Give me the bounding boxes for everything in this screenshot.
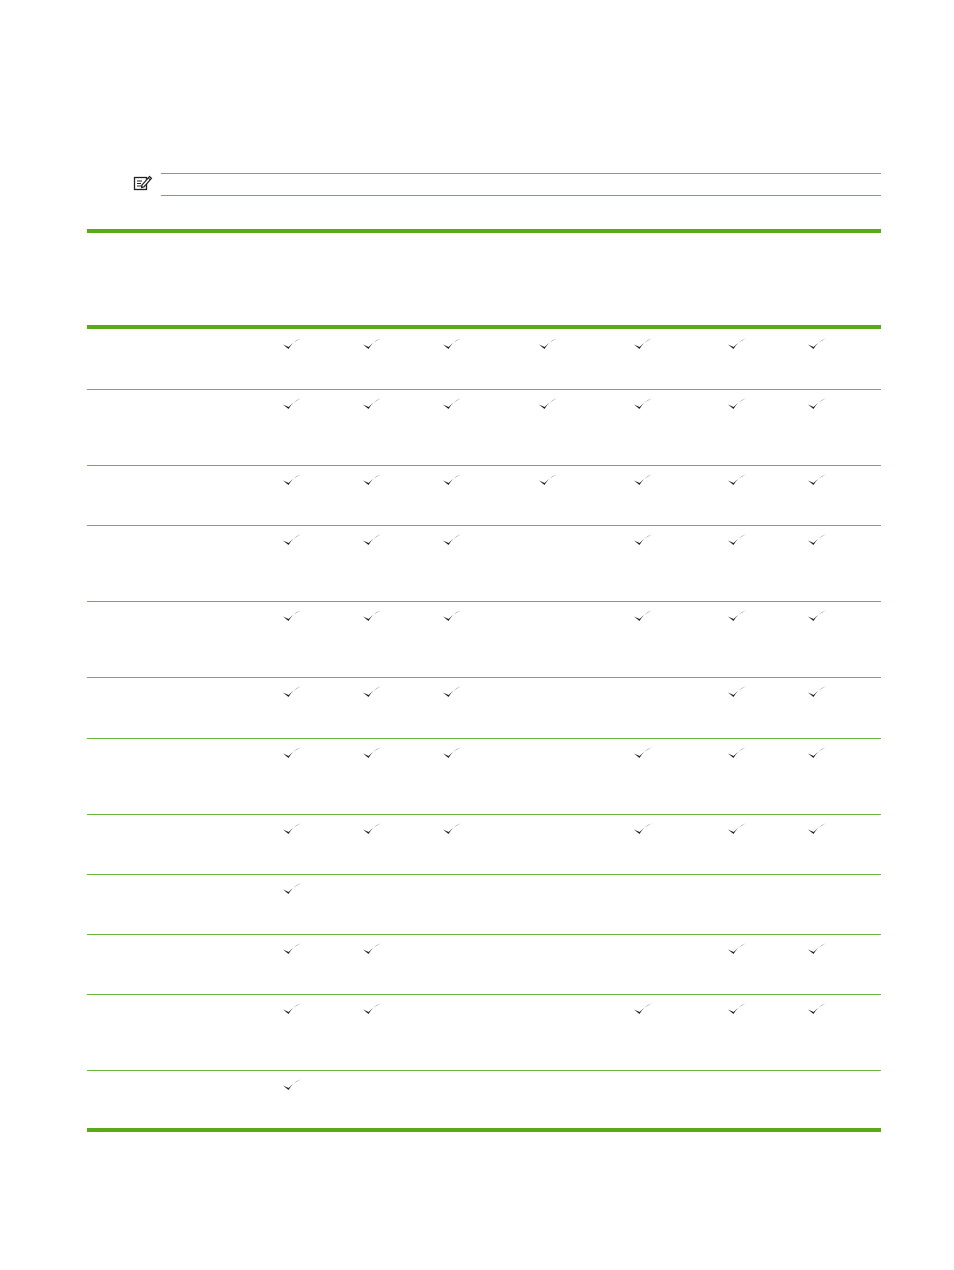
note-bottom-rule <box>161 195 881 196</box>
checkmark-icon <box>442 746 462 760</box>
table-row <box>87 934 881 994</box>
checkmark-icon <box>282 473 302 487</box>
checkmark-icon <box>282 882 302 896</box>
checkmark-icon <box>362 397 382 411</box>
checkmark-icon <box>727 609 747 623</box>
checkmark-icon <box>442 822 462 836</box>
table-row <box>87 1070 881 1128</box>
checkmark-icon <box>807 609 827 623</box>
table-top-rule <box>87 229 881 233</box>
checkmark-icon <box>727 746 747 760</box>
checkmark-icon <box>362 609 382 623</box>
table-row <box>87 465 881 525</box>
checkmark-icon <box>282 746 302 760</box>
checkmark-icon <box>633 1002 653 1016</box>
note-top-rule <box>161 173 881 174</box>
checkmark-icon <box>362 685 382 699</box>
checkmark-icon <box>538 397 558 411</box>
checkmark-icon <box>362 746 382 760</box>
table-row <box>87 874 881 934</box>
support-matrix-table <box>87 229 881 1134</box>
checkmark-icon <box>633 746 653 760</box>
checkmark-icon <box>442 473 462 487</box>
checkmark-icon <box>807 533 827 547</box>
checkmark-icon <box>282 609 302 623</box>
table-row <box>87 994 881 1070</box>
checkmark-icon <box>807 942 827 956</box>
checkmark-icon <box>362 942 382 956</box>
checkmark-icon <box>807 473 827 487</box>
checkmark-icon <box>727 473 747 487</box>
checkmark-icon <box>807 746 827 760</box>
checkmark-icon <box>807 337 827 351</box>
checkmark-icon <box>282 533 302 547</box>
checkmark-icon <box>633 533 653 547</box>
checkmark-icon <box>727 337 747 351</box>
checkmark-icon <box>282 942 302 956</box>
checkmark-icon <box>442 685 462 699</box>
checkmark-icon <box>727 685 747 699</box>
checkmark-icon <box>727 942 747 956</box>
checkmark-icon <box>282 1002 302 1016</box>
checkmark-icon <box>282 685 302 699</box>
checkmark-icon <box>442 533 462 547</box>
checkmark-icon <box>633 609 653 623</box>
checkmark-icon <box>442 397 462 411</box>
table-row <box>87 738 881 814</box>
checkmark-icon <box>362 473 382 487</box>
checkmark-icon <box>282 397 302 411</box>
checkmark-icon <box>362 533 382 547</box>
table-row <box>87 601 881 677</box>
checkmark-icon <box>727 533 747 547</box>
checkmark-icon <box>633 337 653 351</box>
checkmark-icon <box>282 822 302 836</box>
checkmark-icon <box>282 1078 302 1092</box>
checkmark-icon <box>633 822 653 836</box>
checkmark-icon <box>442 609 462 623</box>
checkmark-icon <box>442 337 462 351</box>
checkmark-icon <box>727 397 747 411</box>
checkmark-icon <box>362 1002 382 1016</box>
checkmark-icon <box>538 337 558 351</box>
checkmark-icon <box>807 1002 827 1016</box>
table-row <box>87 329 881 389</box>
table-bottom-rule <box>87 1128 881 1132</box>
checkmark-icon <box>807 397 827 411</box>
checkmark-icon <box>282 337 302 351</box>
checkmark-icon <box>362 337 382 351</box>
checkmark-icon <box>727 1002 747 1016</box>
checkmark-icon <box>633 397 653 411</box>
table-row <box>87 525 881 601</box>
checkmark-icon <box>807 685 827 699</box>
table-row <box>87 814 881 874</box>
table-row <box>87 389 881 465</box>
checkmark-icon <box>633 473 653 487</box>
checkmark-icon <box>807 822 827 836</box>
table-row <box>87 677 881 738</box>
checkmark-icon <box>538 473 558 487</box>
checkmark-icon <box>362 822 382 836</box>
note-pencil-icon <box>133 174 153 192</box>
checkmark-icon <box>727 822 747 836</box>
